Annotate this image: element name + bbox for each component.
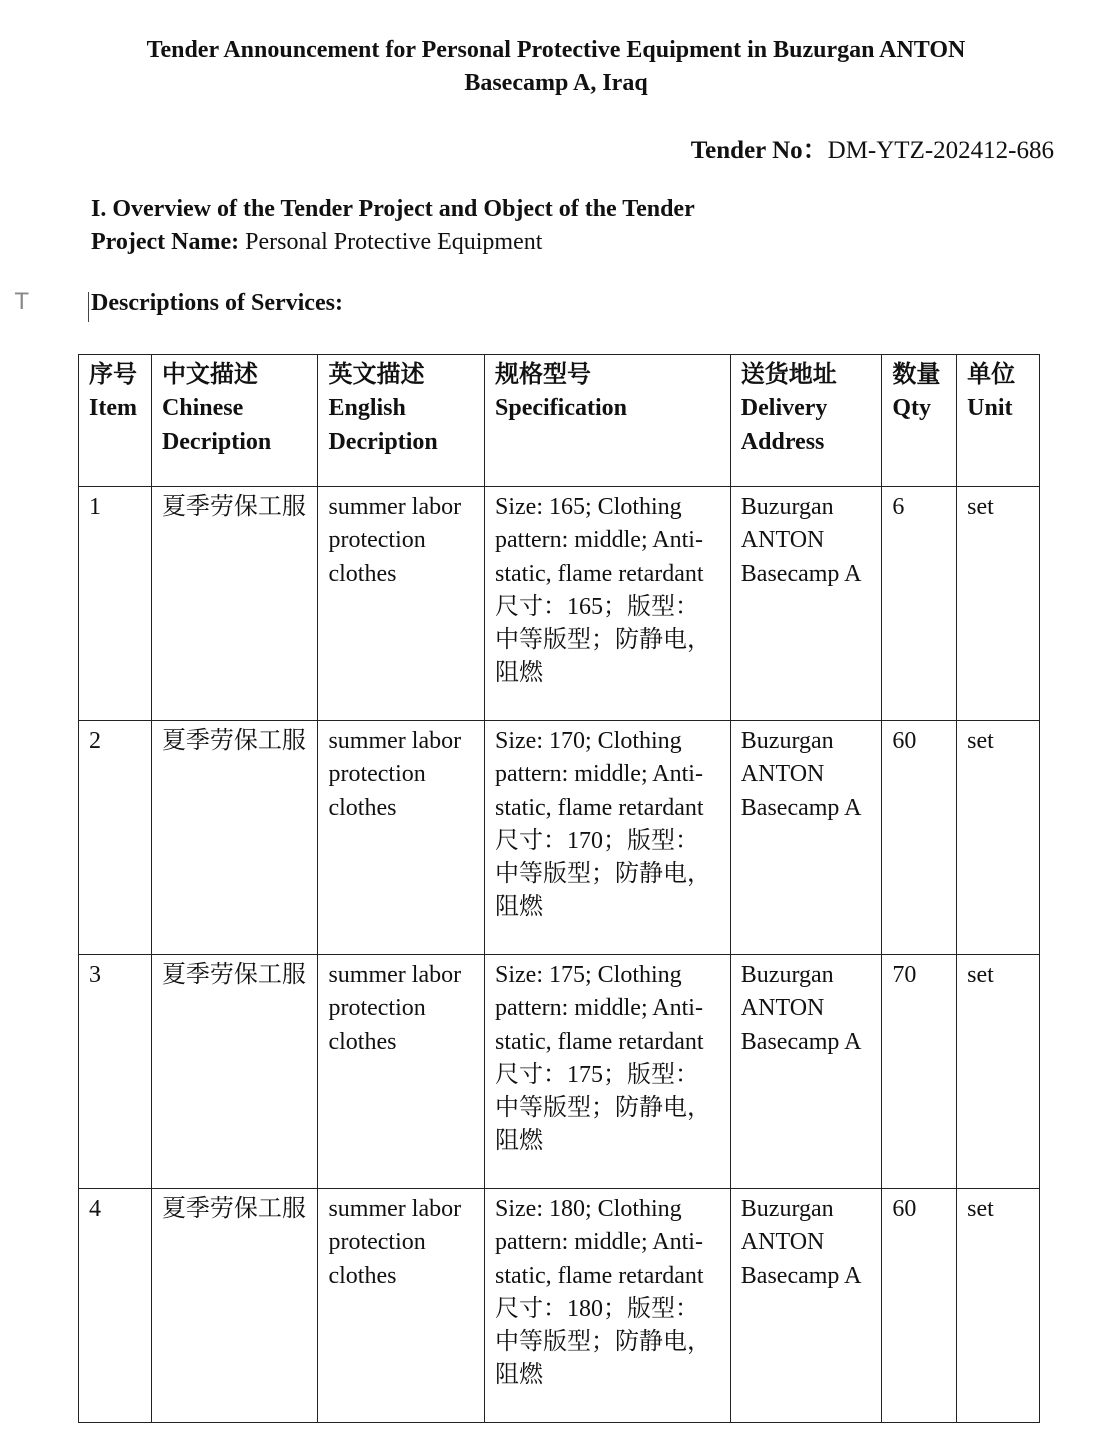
cell-specification — [485, 487, 731, 721]
spec-cn: 尺寸：165；版型：中等版型；防静电，阻燃 — [495, 593, 711, 687]
title-line-1: Tender Announcement for Personal Protective Equipment in Buzurgan ANTON — [146, 37, 966, 63]
table-row — [79, 721, 1040, 955]
tender-number — [691, 130, 1054, 166]
header-en: Chinese Decription — [161, 395, 272, 455]
cell-qty: 60 — [882, 721, 957, 955]
table-row — [79, 1189, 1040, 1423]
header-specification — [485, 355, 731, 487]
spec-en: Size: 175; Clothing pattern: middle; Anti-static, flame retardant — [495, 962, 704, 1055]
section-heading: I. Overview of the Tender Project and Object of the Tender — [91, 196, 695, 222]
text-caret — [88, 292, 89, 322]
cell-delivery-address: Buzurgan ANTON Basecamp A — [730, 721, 882, 955]
cell-chinese-desc: 夏季劳保工服 — [151, 1189, 318, 1423]
cell-qty: 6 — [882, 487, 957, 721]
header-item — [79, 355, 152, 487]
cell-qty: 60 — [882, 1189, 957, 1423]
text-cursor-icon: T — [15, 290, 29, 315]
header-cn: 序号 — [89, 362, 137, 388]
header-en: Specification — [495, 395, 627, 422]
header-en: Delivery Address — [740, 395, 828, 455]
spec-en: Size: 170; Clothing pattern: middle; Anti-static, flame retardant — [495, 728, 704, 821]
table-row — [79, 487, 1040, 721]
header-en: Qty — [892, 395, 932, 422]
cell-unit: set — [957, 955, 1040, 1189]
cell-english-desc: summer labor protection clothes — [318, 1189, 485, 1423]
spec-cn: 尺寸：175；版型：中等版型；防静电，阻燃 — [495, 1061, 711, 1155]
spec-cn: 尺寸：170；版型：中等版型；防静电，阻燃 — [495, 827, 711, 921]
cell-specification — [485, 721, 731, 955]
spec-en: Size: 180; Clothing pattern: middle; Anti-static, flame retardant — [495, 1196, 704, 1289]
table-row — [79, 955, 1040, 1189]
cell-chinese-desc: 夏季劳保工服 — [151, 955, 318, 1189]
cell-unit: set — [957, 721, 1040, 955]
cell-english-desc: summer labor protection clothes — [318, 955, 485, 1189]
cell-unit: set — [957, 487, 1040, 721]
cell-chinese-desc: 夏季劳保工服 — [151, 721, 318, 955]
cell-delivery-address: Buzurgan ANTON Basecamp A — [730, 487, 882, 721]
title-line-2: Basecamp A, Iraq — [464, 70, 648, 96]
header-cn: 规格型号 — [495, 362, 591, 388]
tender-number-label: Tender No： — [690, 137, 828, 164]
project-name — [91, 226, 695, 259]
cell-qty: 70 — [882, 955, 957, 1189]
header-english-desc — [318, 355, 485, 487]
cell-delivery-address: Buzurgan ANTON Basecamp A — [730, 955, 882, 1189]
overview-section — [91, 193, 695, 259]
header-qty — [882, 355, 957, 487]
tender-number-value: DM-YTZ-202412-686 — [827, 137, 1054, 164]
descriptions-heading: Descriptions of Services: — [91, 290, 343, 316]
document-title — [0, 34, 1112, 100]
cell-item: 1 — [79, 487, 152, 721]
header-delivery-address — [730, 355, 882, 487]
cell-delivery-address: Buzurgan ANTON Basecamp A — [730, 1189, 882, 1423]
header-en: English Decription — [328, 395, 438, 455]
cell-item: 3 — [79, 955, 152, 1189]
header-chinese-desc — [151, 355, 318, 487]
services-table — [78, 354, 1040, 1423]
project-name-label: Project Name: — [91, 229, 240, 255]
cell-english-desc: summer labor protection clothes — [318, 487, 485, 721]
header-unit — [957, 355, 1040, 487]
header-cn: 送货地址 — [740, 362, 837, 388]
header-en: Unit — [967, 395, 1013, 422]
spec-en: Size: 165; Clothing pattern: middle; Anti-static, flame retardant — [495, 494, 704, 587]
project-name-value: Personal Protective Equipment — [239, 229, 543, 255]
cell-unit: set — [957, 1189, 1040, 1423]
cell-item: 4 — [79, 1189, 152, 1423]
header-cn: 英文描述 — [328, 362, 425, 388]
cell-specification — [485, 1189, 731, 1423]
header-cn: 数量 — [892, 362, 941, 388]
header-en: Item — [89, 395, 137, 422]
cell-english-desc: summer labor protection clothes — [318, 721, 485, 955]
header-cn: 单位 — [967, 362, 1016, 388]
table-header-row — [79, 355, 1040, 487]
cell-item: 2 — [79, 721, 152, 955]
spec-cn: 尺寸：180；版型：中等版型；防静电，阻燃 — [495, 1295, 711, 1389]
cell-chinese-desc: 夏季劳保工服 — [151, 487, 318, 721]
header-cn: 中文描述 — [161, 362, 258, 388]
cell-specification — [485, 955, 731, 1189]
